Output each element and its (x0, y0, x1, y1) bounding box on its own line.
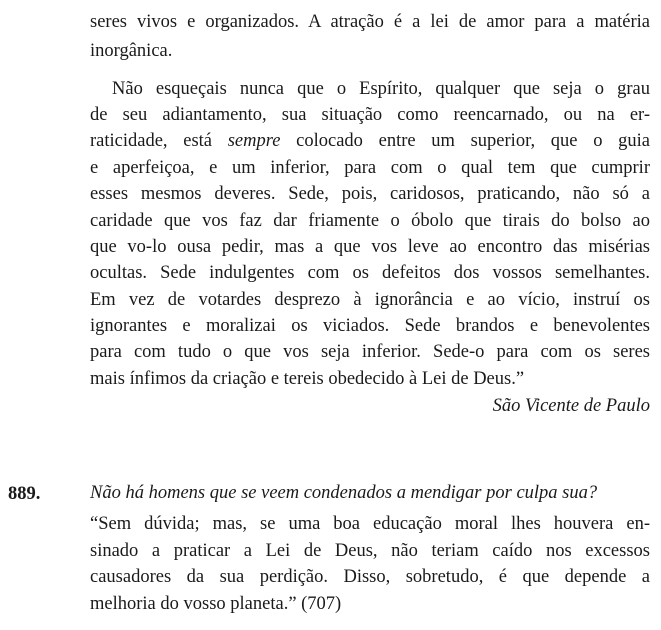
paragraph-line (90, 132, 650, 156)
paragraph-line: esses mesmos deveres. Sede, pois, caridosos, praticando, não só a (90, 185, 650, 204)
paragraph-line: caridade que vos faz dar friamente o óbolo que tirais do bolso ao (90, 212, 650, 231)
signature: São Vicente de Paulo (492, 396, 650, 416)
paragraph-line: ignorantes e moralizai os viciados. Sede brandos e benevolentes (90, 317, 650, 336)
text-run: raticidade, está (90, 132, 228, 151)
answer-line: melhoria do vosso planeta.” (707) (90, 594, 342, 614)
paragraph-line: ocultas. Sede indulgentes com os defeitos dos vossos semelhantes. (90, 264, 650, 283)
paragraph-line: mais ínfimos da criação e tereis obedecido à Lei de Deus.” (90, 369, 525, 389)
answer-line: “Sem dúvida; mas, se uma boa educação moral lhes houvera en- (90, 515, 650, 534)
paragraph-line: Não esqueçais nunca que o Espírito, qualquer que seja o grau (112, 80, 650, 99)
paragraph-line: para com tudo o que vos seja inferior. Sede-o para com os seres (90, 343, 650, 362)
answer-line: causadores da sua perdição. Disso, sobretudo, é que depende a (90, 568, 650, 587)
paragraph-line: de seu adiantamento, sua situação como reencarnado, ou na er- (90, 106, 650, 125)
paragraph-line: e aperfeiçoa, e um inferior, para com o qual tem que cumprir (90, 159, 650, 178)
question-number: 889. (8, 484, 41, 504)
paragraph-line: seres vivos e organizados. A atração é a lei de amor para a matéria (90, 13, 650, 32)
paragraph-line: inorgânica. (90, 41, 173, 61)
paragraph-line: que vo-lo ousa pedir, mas a que vos leve ao encontro das misérias (90, 238, 650, 257)
text-run: colocado entre um superior, que o guia (280, 132, 650, 151)
question-text: Não há homens que se veem condenados a mendigar por culpa sua? (90, 483, 598, 503)
paragraph-line: Em vez de votardes desprezo à ignorância e ao vício, instruí os (90, 291, 650, 310)
emphasis-word: sempre (227, 132, 281, 151)
answer-line: sinado a praticar a Lei de Deus, não teriam caído nos excessos (90, 542, 650, 561)
